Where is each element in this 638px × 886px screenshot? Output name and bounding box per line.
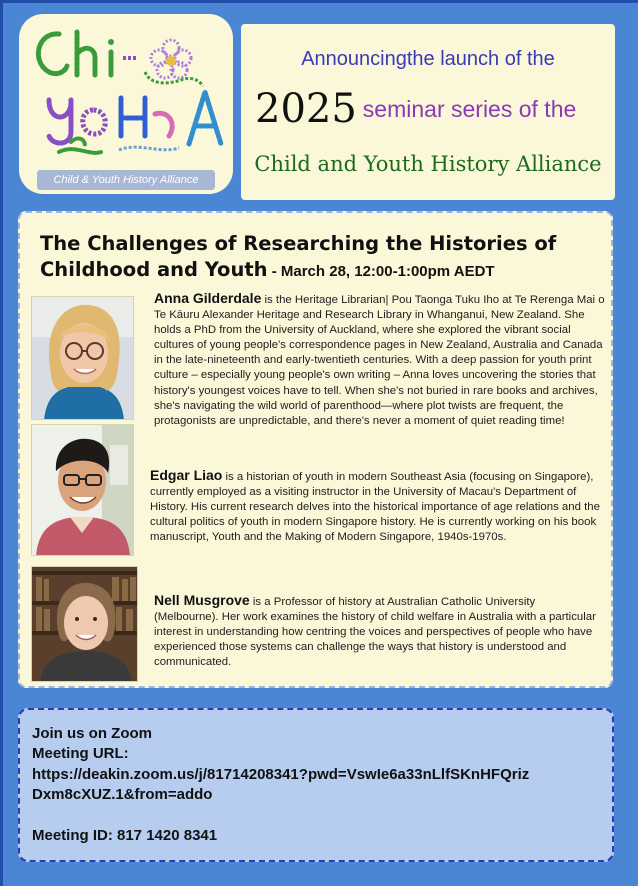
seminar-title: [40, 231, 600, 285]
zoom-join-heading: Join us on Zoom: [32, 725, 152, 742]
seminar-title-line2: [40, 257, 600, 285]
announcement-heading: Announcingthe launch of the: [301, 48, 555, 70]
seminar-card: [18, 211, 613, 688]
speaker-photo-nell: [31, 566, 138, 682]
portrait-image: [32, 567, 138, 682]
seminar-title-line1: The Challenges of Researching the Histories of: [40, 232, 557, 255]
announcement-year: 2025: [255, 86, 357, 132]
announcement-card: [241, 24, 615, 200]
speaker-name-anna: Anna Gilderdale: [154, 290, 262, 306]
seminar-date: - March 28, 12:00-1:00pm AEDT: [267, 263, 495, 280]
announcement-series: seminar series of the: [362, 95, 577, 122]
cyha-logo: [19, 14, 233, 194]
speaker-text-nell: is a Professor of history at Australian Catholic University (Melbourne). Her work examines the history of child welfare in Australia with a particular interest in understanding how centring the voices and perspectives of people who have experienced those systems can challenge the ways that history is understood and communicated.: [154, 596, 596, 669]
speaker-bio-edgar: [150, 468, 600, 545]
flower-icon: [145, 40, 203, 86]
seminar-title-line2-text: Childhood and Youth: [40, 258, 268, 281]
speaker-bio-anna: [154, 291, 606, 429]
speaker-text-anna: is the Heritage Librarian| Pou Taonga Tuku Iho at Te Rerenga Mai o Te Kāuru Alexander Heritage and Research Library in Whanganui, New Zealand. She holds a PhD from the University of Auckland, where she explored the vibrant social cultures of young people's correspondence pages in New Zealand, Australia and Canada in the late-nineteenth and early-twentieth centuries. With a deep passion for youth print culture – especially young people's own writing – Anna loves uncovering the stories that history's youngest voices have to tell. When she's not buried in rare books and archives, she's navigating the wild world of parenthood—where plot twists are frequent, the protagonists are unpredictable, and there's never a moment of quiet reading time!: [154, 294, 605, 427]
announcement-year-line: [255, 86, 615, 132]
speaker-name-edgar: Edgar Liao: [150, 467, 223, 483]
speaker-text-edgar: is a historian of youth in modern Southeast Asia (focusing on Singapore), currently employed as a visiting instructor in the University of Macau's Department of History. His current research delves into the historical importance of age relations and the cultural politics of youth in modern Singapore history. He is currently working on his book manuscript, Youth and the Making of Modern Singapore, 1940s-1970s.: [150, 471, 600, 544]
announcement-org: Child and Youth History Alliance: [254, 152, 602, 176]
portrait-image: [32, 297, 134, 420]
zoom-url-link-cont[interactable]: Dxm8cXUZ.1&from=addo: [32, 786, 213, 803]
zoom-url-label: Meeting URL:: [32, 745, 129, 762]
speaker-photo-anna: [31, 296, 134, 420]
zoom-meeting-id: Meeting ID: 817 1420 8341: [32, 827, 218, 844]
zoom-info-box: [18, 708, 614, 862]
logo-artwork: [19, 14, 233, 194]
zoom-url-link[interactable]: https://deakin.zoom.us/j/81714208341?pwd=VswIe6a33nLlfSKnHFQriz: [32, 766, 530, 783]
speaker-bio-nell: [154, 593, 602, 670]
speaker-name-nell: Nell Musgrove: [154, 592, 250, 608]
portrait-image: [32, 425, 134, 556]
logo-subtitle: Child & Youth History Alliance: [53, 174, 199, 186]
speaker-photo-edgar: [31, 424, 134, 556]
